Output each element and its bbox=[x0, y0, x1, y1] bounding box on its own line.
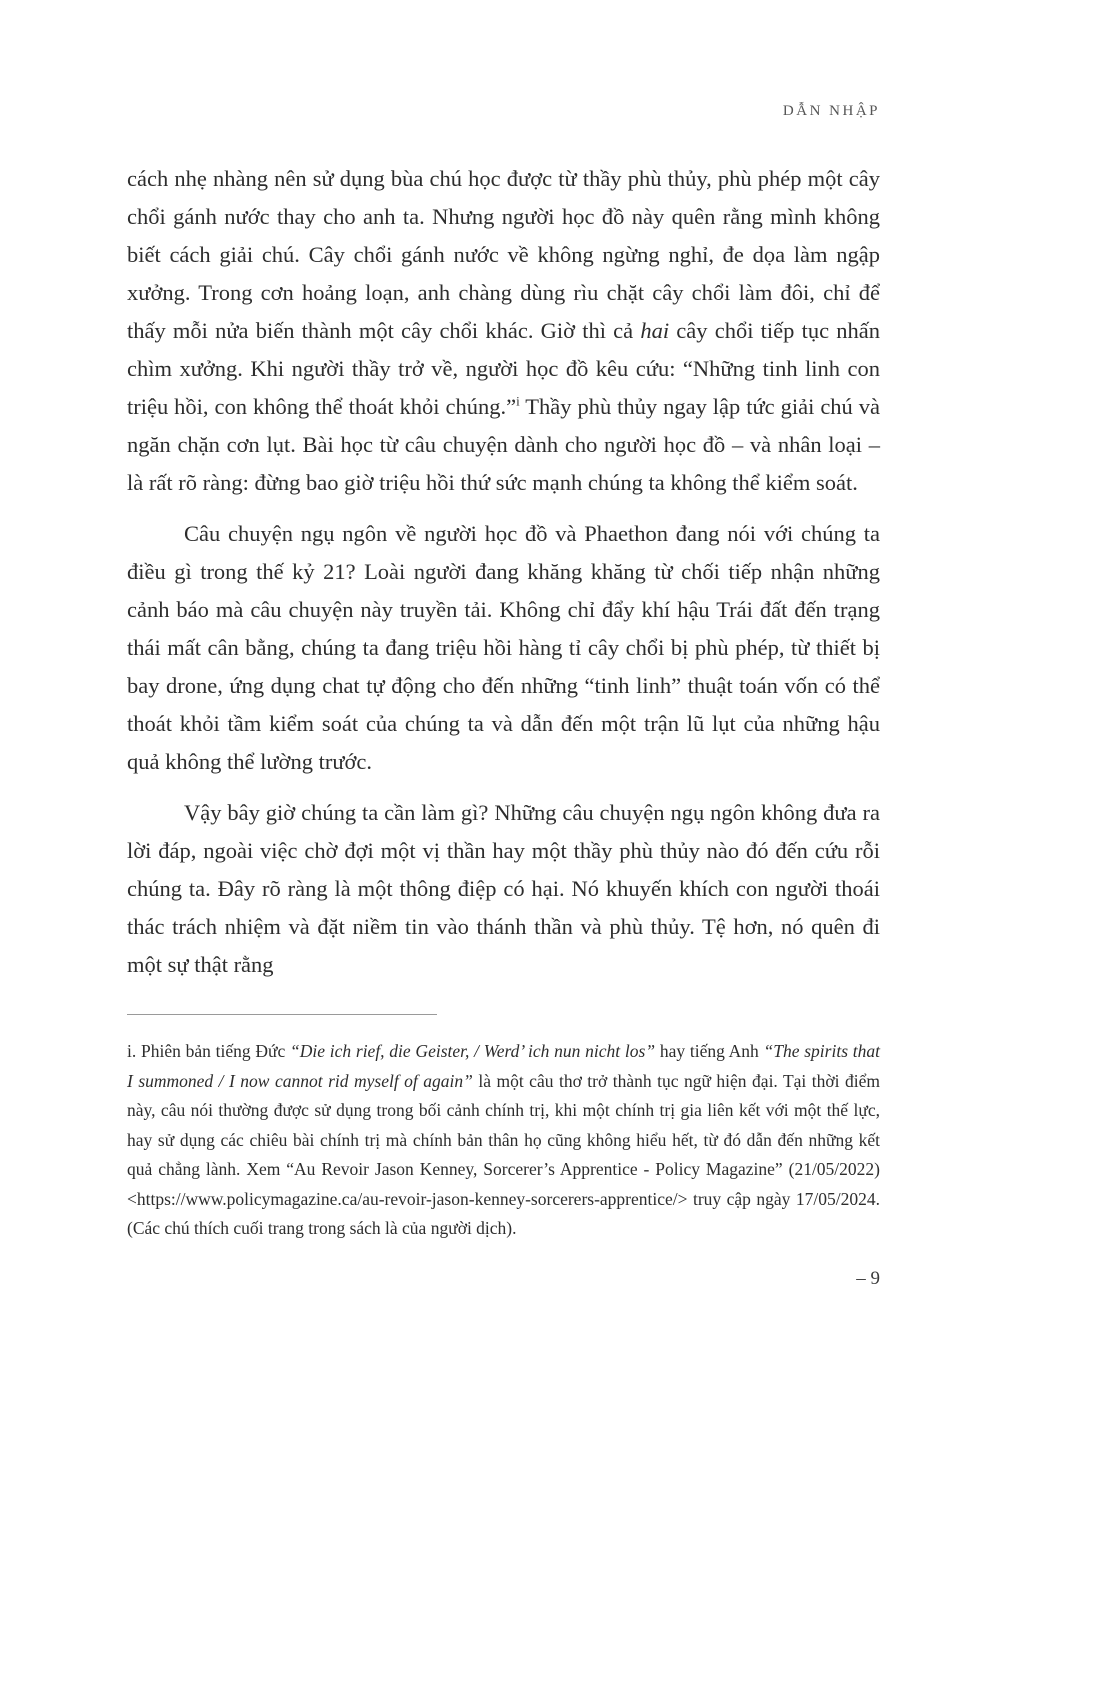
footnote bbox=[127, 1037, 880, 1244]
footnote-marker: i bbox=[516, 393, 520, 409]
text-segment: Vậy bây giờ chúng ta cần làm gì? Những câu chuyện ngụ ngôn không đưa ra lời đáp, ngoài việc chờ đợi một vị thần hay một thầy phù thủy nào đó đến cứu rỗi chúng ta. Đây rõ ràng là một thông điệp có hại. Nó khuyến khích con người thoái thác trách nhiệm và đặt niềm tin vào thánh thần và phù thủy. Tệ hơn, nó quên đi một sự thật rằng bbox=[127, 800, 880, 977]
text-column bbox=[127, 160, 880, 1290]
footnote-divider bbox=[127, 1014, 437, 1015]
text-segment: là một câu thơ trở thành tục ngữ hiện đại. Tại thời điểm này, câu nói thường được sử dụng trong bối cảnh chính trị, khi một chính trị gia liên kết với một thế lực, hay sử dụng các chiêu bài chính trị mà chính bản thân họ cũng không hiểu hết, từ đó dẫn đến những kết quả chẳng lành. Xem “Au Revoir Jason Kenney, Sorcerer’s Apprentice - Policy Magazine” (21/05/2022) <https://www.policymagazine.ca/au-revoir-jason-kenney-sorcerers-apprentice/> truy cập ngày 17/05/2024. (Các chú thích cuối trang trong sách là của người dịch). bbox=[127, 1070, 880, 1238]
paragraph bbox=[127, 160, 880, 502]
text-segment: cây chổi tiếp tục nhấn chìm xưởng. Khi người thầy trở về, người học đồ kêu cứu: “Những tinh linh con triệu hồi, con không thể thoát khỏi chúng.” bbox=[127, 318, 880, 419]
page-number: – 9 bbox=[856, 1267, 880, 1289]
text-segment: Thầy phù thủy ngay lập tức giải chú và ngăn chặn cơn lụt. Bài học từ câu chuyện dành cho người học đồ – và nhân loại – là rất rõ ràng: đừng bao giờ triệu hồi thứ sức mạnh chúng ta không thể kiểm soát. bbox=[127, 394, 880, 495]
running-header: DẪN NHẬP bbox=[782, 103, 880, 119]
footnote-quote-english: “The spirits that I summoned / I now cannot rid myself of again” bbox=[127, 1041, 880, 1091]
footnote-quote-german: “Die ich rief, die Geister, / Werd’ ich nun nicht los” bbox=[290, 1041, 656, 1061]
text-segment: Câu chuyện ngụ ngôn về người học đồ và Phaethon đang nói với chúng ta điều gì trong thế kỷ 21? Loài người đang khăng khăng từ chối tiếp nhận những cảnh báo mà câu chuyện này truyền tải. Không chỉ đẩy khí hậu Trái đất đến trạng thái mất cân bằng, chúng ta đang triệu hồi hàng tỉ cây chổi bị phù phép, từ thiết bị bay drone, ứng dụng chat tự động cho đến những “tinh linh” thuật toán vốn có thể thoát khỏi tầm kiểm soát của chúng ta và dẫn đến một trận lũ lụt của những hậu quả không thể lường trước. bbox=[127, 521, 880, 774]
footnote-label: i. Phiên bản tiếng Đức bbox=[127, 1041, 290, 1061]
text-segment-italic: hai bbox=[640, 318, 670, 343]
paragraph bbox=[127, 515, 880, 781]
paragraph bbox=[127, 794, 880, 984]
text-segment: hay tiếng Anh bbox=[655, 1041, 764, 1061]
text-segment: cách nhẹ nhàng nên sử dụng bùa chú học được từ thầy phù thủy, phù phép một cây chổi gánh nước thay cho anh ta. Nhưng người học đồ này quên rằng mình không biết cách giải chú. Cây chổi gánh nước về không ngừng nghỉ, đe dọa làm ngập xưởng. Trong cơn hoảng loạn, anh chàng dùng rìu chặt cây chổi làm đôi, chỉ để thấy mỗi nửa biến thành một cây chổi khác. Giờ thì cả bbox=[127, 166, 880, 343]
